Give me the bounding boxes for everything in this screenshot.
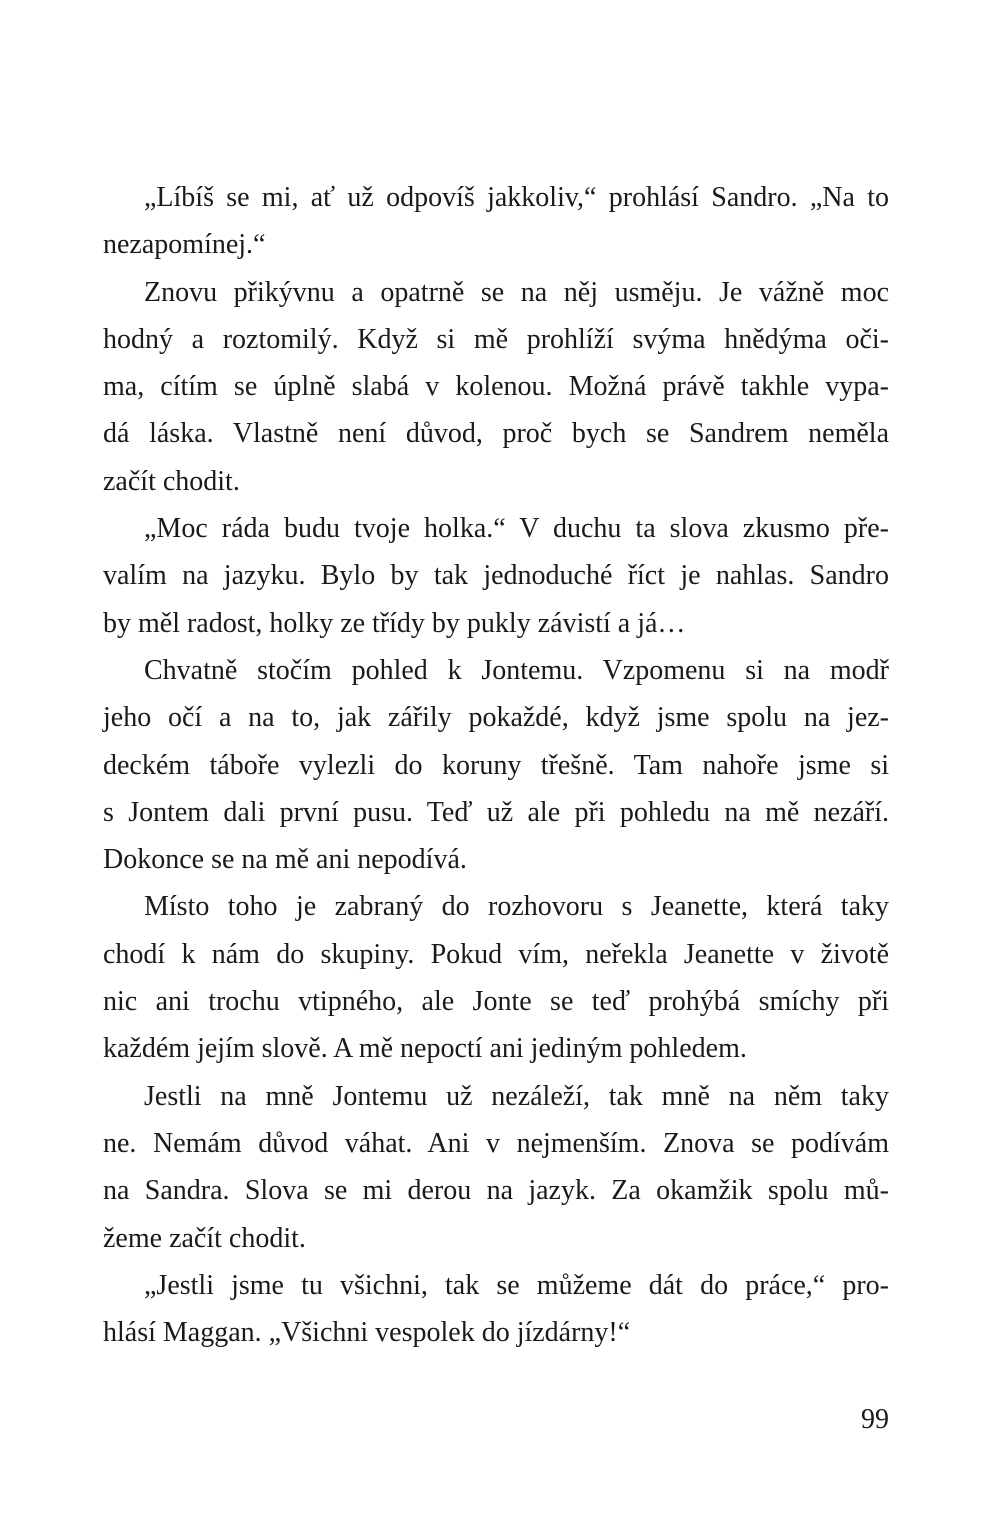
paragraph-1 [103,174,889,269]
text-line: ne. Nemám důvod váhat. Ani v nejmenším. Znova se podívám [103,1127,889,1159]
page-body [103,174,889,1356]
text-line: ma, cítím se úplně slabá v kolenou. Možná právě takhle vypa- [103,371,889,403]
text-line: Místo toho je zabraný do rozhovoru s Jeanette, která taky [144,891,889,923]
text-line: Chvatně stočím pohled k Jontemu. Vzpomenu si na modř [144,654,889,686]
text-line: hlásí Maggan. „Všichni vespolek do jízdárny!“ [103,1317,631,1349]
text-line: nezapomínej.“ [103,229,266,261]
page-number: 99 [861,1404,889,1435]
text-line: žeme začít chodit. [103,1222,306,1254]
text-line: Dokonce se na mě ani nepodívá. [103,844,467,876]
text-line: začít chodit. [103,465,240,497]
paragraph-3 [103,505,889,647]
text-line: Jestli na mně Jontemu už nezáleží, tak mně na něm taky [144,1080,889,1112]
text-line: jeho očí a na to, jak zářily pokaždé, když jsme spolu na jez- [103,702,889,734]
text-line: Znovu přikývnu a opatrně se na něj usměju. Je vážně moc [144,276,889,308]
text-line: dá láska. Vlastně není důvod, proč bych se Sandrem neměla [103,418,889,450]
paragraph-7 [103,1262,889,1357]
text-line: by měl radost, holky ze třídy by pukly závistí a já… [103,607,686,639]
text-line: chodí k nám do skupiny. Pokud vím, neřekla Jeanette v životě [103,938,889,970]
text-line: nic ani trochu vtipného, ale Jonte se teď prohýbá smíchy při [103,986,889,1018]
text-line: každém jejím slově. A mě nepoctí ani jediným pohledem. [103,1033,747,1065]
text-line: deckém táboře vylezli do koruny třešně. Tam nahoře jsme si [103,749,889,781]
text-line: „Moc ráda budu tvoje holka.“ V duchu ta slova zkusmo pře- [144,513,889,545]
paragraph-2 [103,269,889,505]
paragraph-5 [103,883,889,1072]
text-line: s Jontem dali první pusu. Teď už ale při pohledu na mě nezáří. [103,796,889,828]
text-line: „Jestli jsme tu všichni, tak se můžeme dát do práce,“ pro- [144,1269,889,1301]
text-line: valím na jazyku. Bylo by tak jednoduché říct je nahlas. Sandro [103,560,889,592]
paragraph-4 [103,647,889,883]
text-line: na Sandra. Slova se mi derou na jazyk. Za okamžik spolu mů- [103,1175,889,1207]
text-line: „Líbíš se mi, ať už odpovíš jakkoliv,“ prohlásí Sandro. „Na to [144,182,889,213]
text-line: hodný a roztomilý. Když si mě prohlíží svýma hnědýma oči- [103,323,889,355]
paragraph-6 [103,1073,889,1262]
